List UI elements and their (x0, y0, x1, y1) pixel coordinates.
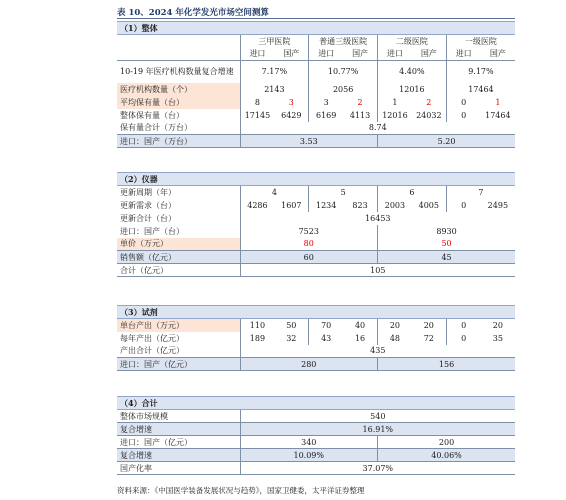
cell: 7 (446, 186, 515, 199)
row-label: 整体市场规模 (120, 411, 168, 421)
cell: 8.74 (240, 122, 515, 135)
table-row (117, 212, 515, 225)
table-row (117, 238, 515, 251)
cell: 7523 (240, 225, 378, 238)
cell: 37.07% (240, 462, 515, 475)
cell: 17464 (446, 83, 515, 96)
cell: 20 (378, 319, 412, 332)
cell: 50 (378, 238, 516, 251)
column-group-header: 三甲医院 (240, 35, 309, 48)
cell: 1 (495, 97, 501, 107)
row-label: 整体保有量（台） (120, 110, 184, 120)
cell: 280 (240, 358, 378, 371)
cell: 110 (240, 319, 274, 332)
column-header: 国产 (343, 48, 377, 61)
cell: 6 (378, 186, 447, 199)
cell: 4005 (418, 200, 439, 210)
section-title: （2）仪器 (117, 173, 515, 186)
table-row (117, 345, 515, 358)
section-header (117, 397, 515, 410)
column-group-header: 一级医院 (446, 35, 515, 48)
cell: 156 (378, 358, 516, 371)
cell: 1234 (309, 199, 343, 212)
cell: 16.91% (240, 423, 515, 436)
section-title: （3）试剂 (117, 306, 515, 319)
cell: 6429 (281, 110, 302, 120)
cell: 72 (423, 333, 434, 343)
section-header (117, 22, 515, 35)
table-row (117, 449, 515, 462)
section-total-table (117, 396, 515, 475)
column-header: 国产 (274, 48, 308, 61)
row-label: 更新周期（年） (120, 187, 176, 197)
cell: 2003 (378, 199, 412, 212)
column-group-header: 二级医院 (378, 35, 447, 48)
cell: 2495 (487, 200, 509, 210)
row-label: 10-19 年医疗机构数量复合增速 (120, 66, 234, 76)
row-label: 医疗机构数量（个） (117, 83, 240, 96)
row-label: 平均保有量（台） (117, 96, 240, 109)
cell: 200 (378, 436, 516, 449)
cell: 2056 (309, 83, 378, 96)
cell: 40 (354, 320, 366, 330)
row-label: 国产化率 (117, 462, 240, 475)
cell: 1607 (281, 200, 302, 210)
row-label: 合计（亿元） (117, 264, 240, 277)
cell: 8 (240, 96, 274, 109)
section-title: （4）合计 (117, 397, 515, 410)
row-label: 单价（万元） (117, 238, 240, 251)
table-row (117, 186, 515, 199)
cell: 823 (352, 200, 368, 210)
row-label: 复合增速 (117, 423, 240, 436)
cell: 40.06% (378, 449, 516, 462)
table-row (117, 410, 515, 423)
section-instrument-table (117, 172, 515, 277)
cell: 8930 (378, 225, 516, 238)
cell: 10.77% (309, 61, 378, 83)
cell: 9.17% (446, 61, 515, 83)
row-label: 保有量合计（万台） (120, 123, 192, 133)
cell: 4 (240, 186, 309, 199)
table-row (117, 332, 515, 345)
cell: 12016 (378, 83, 447, 96)
column-header: 进口 (378, 48, 412, 61)
cell: 12016 (378, 109, 412, 122)
section-title: （1）整体 (117, 22, 515, 35)
cell: 20 (423, 320, 434, 330)
cell: 2 (426, 97, 432, 107)
column-header: 进口 (309, 48, 343, 61)
column-header: 进口 (446, 48, 480, 61)
cell: 35 (492, 333, 503, 343)
section-header (117, 306, 515, 319)
cell: 4286 (240, 199, 274, 212)
table-row (117, 61, 515, 83)
cell: 340 (240, 436, 378, 449)
row-label: 进口：国产（亿元） (117, 358, 240, 371)
cell: 17145 (240, 109, 274, 122)
cell: 4.40% (378, 61, 447, 83)
cell: 435 (240, 345, 515, 358)
cell: 17464 (485, 110, 511, 120)
column-header: 国产 (481, 48, 515, 61)
column-header: 国产 (412, 48, 446, 61)
cell: 2 (357, 97, 363, 107)
cell: 3 (288, 97, 294, 107)
cell: 7.17% (240, 61, 309, 83)
cell: 10.09% (240, 449, 378, 462)
row-label: 复合增速 (117, 449, 240, 462)
cell: 16453 (240, 212, 515, 225)
row-label: 销售额（亿元） (117, 251, 240, 264)
table-row (117, 122, 515, 135)
cell: 24032 (416, 110, 442, 120)
divider (117, 18, 515, 19)
cell: 43 (309, 332, 343, 345)
row-label: 进口：国产（亿元） (120, 437, 192, 447)
source-note: 资料来源：《中国医学装备发展状况与趋势》，国家卫健委，太平洋证券整理 (117, 486, 365, 495)
cell: 3.53 (240, 135, 378, 148)
table-row (117, 96, 515, 109)
cell: 5 (309, 186, 378, 199)
table-row (117, 199, 515, 212)
cell: 189 (240, 332, 274, 345)
cell: 48 (378, 332, 412, 345)
cell: 0 (446, 109, 480, 122)
table-row (117, 436, 515, 449)
table-row (117, 109, 515, 122)
cell: 80 (240, 238, 378, 251)
cell: 50 (286, 320, 297, 330)
row-label: 每年产出（亿元） (120, 333, 184, 343)
cell: 16 (354, 333, 366, 343)
cell: 4113 (349, 110, 371, 120)
row-label: 更新需求（台） (120, 200, 176, 210)
table-row (117, 251, 515, 264)
table-row (117, 35, 515, 48)
section-header (117, 173, 515, 186)
cell: 60 (240, 251, 378, 264)
cell: 0 (446, 319, 480, 332)
cell: 0 (446, 199, 480, 212)
table-row (117, 462, 515, 475)
cell: 5.20 (378, 135, 516, 148)
row-label: 进口：国产（万台） (117, 135, 240, 148)
table-title: 表 10、2024 年化学发光市场空间测算 (117, 8, 269, 18)
row-label: 更新合计（台） (120, 213, 176, 223)
cell: 0 (446, 332, 480, 345)
section-overall-table (117, 21, 515, 148)
cell: 20 (492, 320, 503, 330)
cell: 6169 (309, 109, 343, 122)
cell: 2143 (240, 83, 309, 96)
section-reagent-table (117, 305, 515, 371)
column-group-header: 普通三级医院 (309, 35, 378, 48)
cell: 3 (309, 96, 343, 109)
table-row (117, 423, 515, 436)
cell: 540 (240, 410, 515, 423)
table-row (117, 319, 515, 332)
cell: 32 (286, 333, 297, 343)
row-label: 产出合计（亿元） (120, 346, 184, 356)
table-row (117, 225, 515, 238)
table-row (117, 83, 515, 96)
table-row (117, 264, 515, 277)
table-row (117, 358, 515, 371)
row-label: 单台产出（万元） (117, 319, 240, 332)
cell: 70 (309, 319, 343, 332)
table-row (117, 48, 515, 61)
table-row (117, 135, 515, 148)
cell: 105 (240, 264, 515, 277)
cell: 1 (378, 96, 412, 109)
cell: 45 (378, 251, 516, 264)
column-header: 进口 (240, 48, 274, 61)
cell: 0 (446, 96, 480, 109)
row-label: 进口：国产（台） (120, 226, 184, 236)
